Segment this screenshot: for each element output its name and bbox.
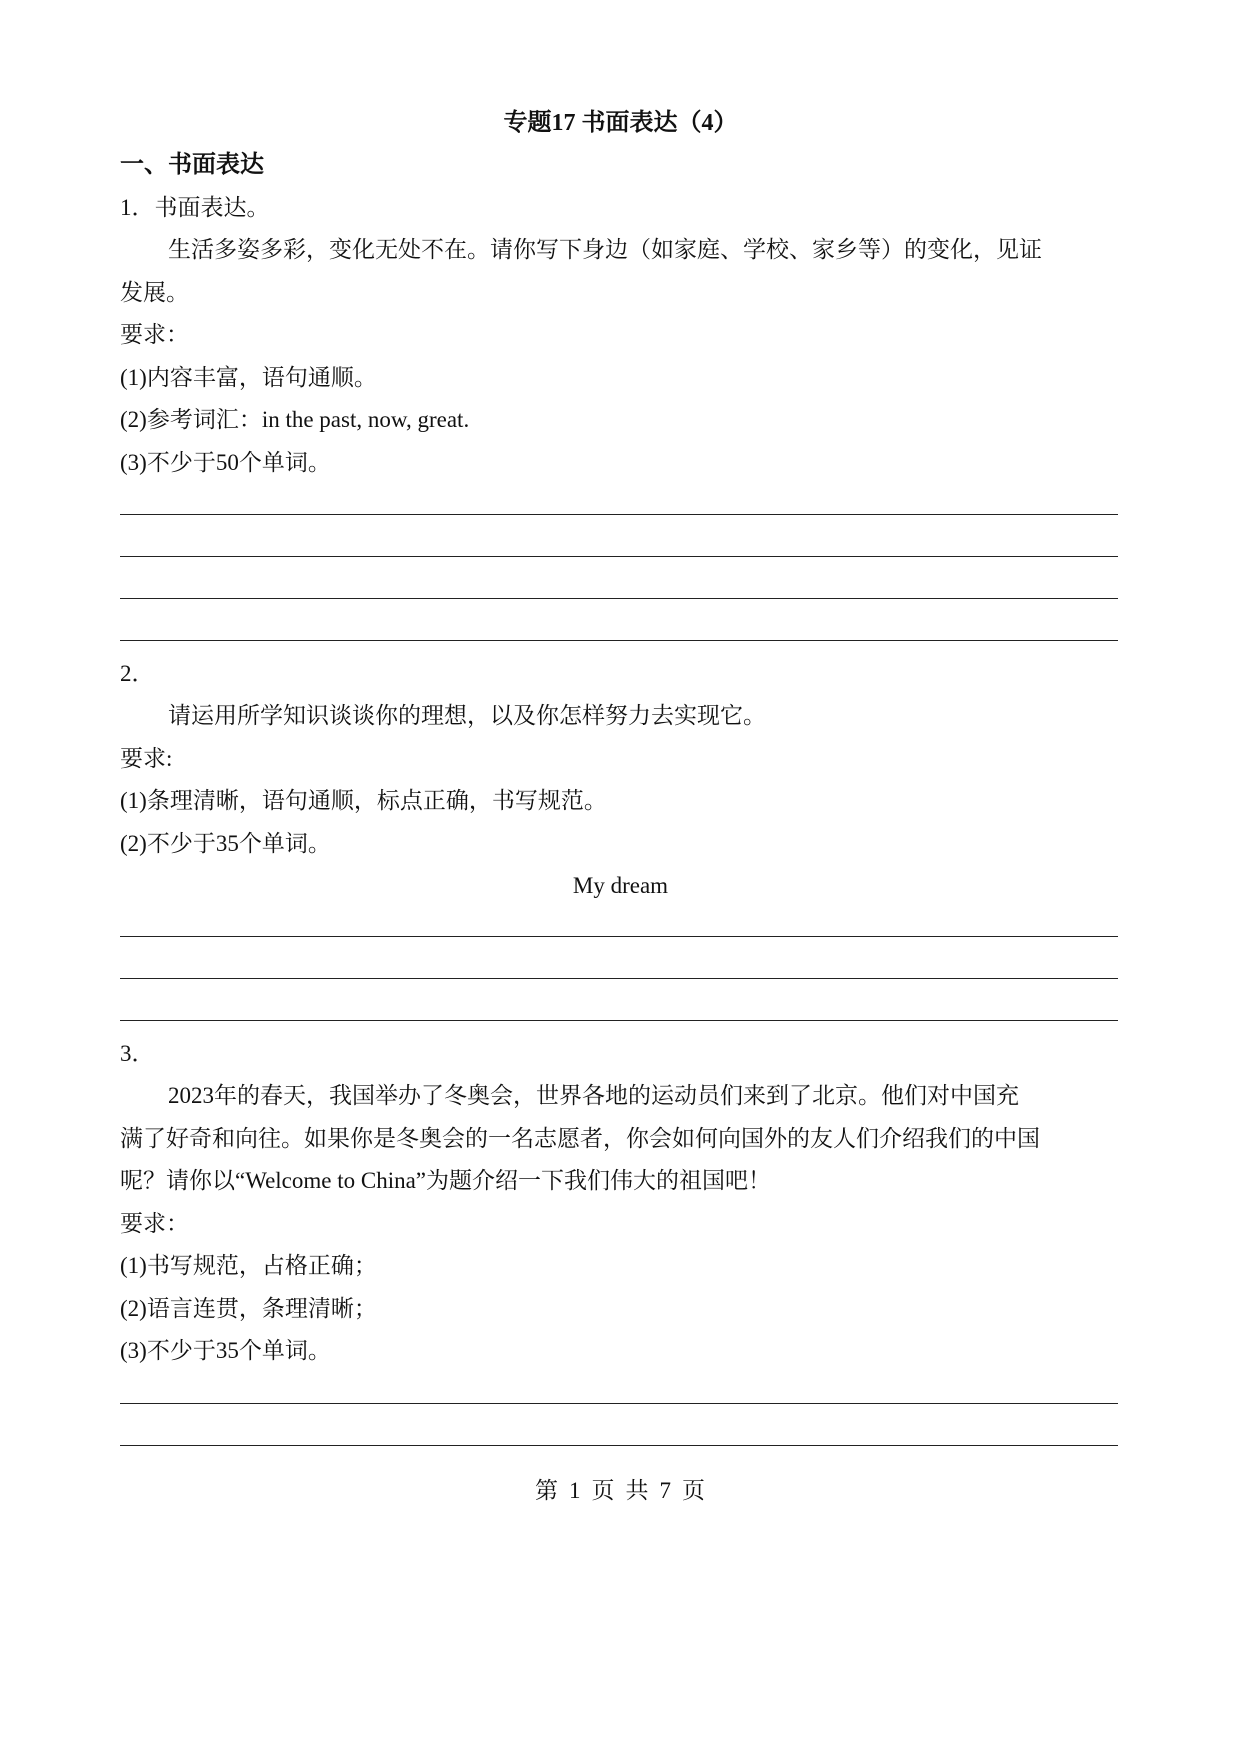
answer-line[interactable] <box>120 514 1118 515</box>
answer-line[interactable] <box>120 1020 1118 1021</box>
question-3-requirement-2: (2)语言连贯，条理清晰； <box>120 1296 377 1321</box>
page-title: 专题17 书面表达（4） <box>503 110 738 136</box>
question-1-number: 1．书面表达。 <box>120 195 270 220</box>
essay-title: My dream <box>572 873 669 898</box>
answer-line[interactable] <box>120 556 1118 557</box>
question-1-prompt-line-2: 发展。 <box>120 280 189 305</box>
question-1-requirement-2: (2)参考词汇：in the past, now, great. <box>120 407 470 432</box>
section-heading: 一、书面表达 <box>120 152 264 178</box>
question-2-requirement-2: (2)不少于35个单词。 <box>120 831 331 856</box>
question-2-prompt-line-1: 请运用所学知识谈谈你的理想，以及你怎样努力去实现它。 <box>168 703 766 728</box>
footer-page-total: 7 <box>659 1478 672 1503</box>
footer-page-word: 第 <box>535 1478 559 1503</box>
answer-line[interactable] <box>120 640 1118 641</box>
question-3-prompt-line-3: 呢？请你以“Welcome to China”为题介绍一下我们伟大的祖国吧！ <box>120 1168 772 1193</box>
footer-page-current: 1 <box>569 1478 582 1503</box>
question-2-requirement-1: (1)条理清晰，语句通顺，标点正确，书写规范。 <box>120 788 607 813</box>
question-1-requirement-1: (1)内容丰富，语句通顺。 <box>120 365 377 390</box>
question-2-requirements-label: 要求: <box>120 746 173 771</box>
answer-line[interactable] <box>120 978 1118 979</box>
footer-total-word: 共 <box>625 1478 650 1503</box>
answer-line[interactable] <box>120 598 1118 599</box>
question-1-prompt-line-1: 生活多姿多彩，变化无处不在。请你写下身边（如家庭、学校、家乡等）的变化，见证 <box>168 237 1042 262</box>
question-3-prompt-line-2: 满了好奇和向往。如果你是冬奥会的一名志愿者，你会如何向国外的友人们介绍我们的中国 <box>120 1126 1040 1151</box>
question-1-requirements-label: 要求： <box>120 322 189 347</box>
question-1-requirement-3: (3)不少于50个单词。 <box>120 450 331 475</box>
page-footer <box>0 1476 1241 1506</box>
question-3-requirement-3: (3)不少于35个单词。 <box>120 1338 331 1363</box>
question-2-number: 2． <box>120 661 155 686</box>
question-3-requirement-1: (1)书写规范，占格正确； <box>120 1253 377 1278</box>
question-3-requirements-label: 要求： <box>120 1211 189 1236</box>
question-3-prompt-line-1: 2023年的春天，我国举办了冬奥会，世界各地的运动员们来到了北京。他们对中国充 <box>168 1083 1019 1108</box>
answer-line[interactable] <box>120 936 1118 937</box>
footer-page-unit: 页 <box>591 1478 616 1503</box>
footer-total-unit: 页 <box>682 1478 706 1503</box>
question-3-number: 3． <box>120 1041 155 1066</box>
answer-line[interactable] <box>120 1445 1118 1446</box>
answer-line[interactable] <box>120 1403 1118 1404</box>
